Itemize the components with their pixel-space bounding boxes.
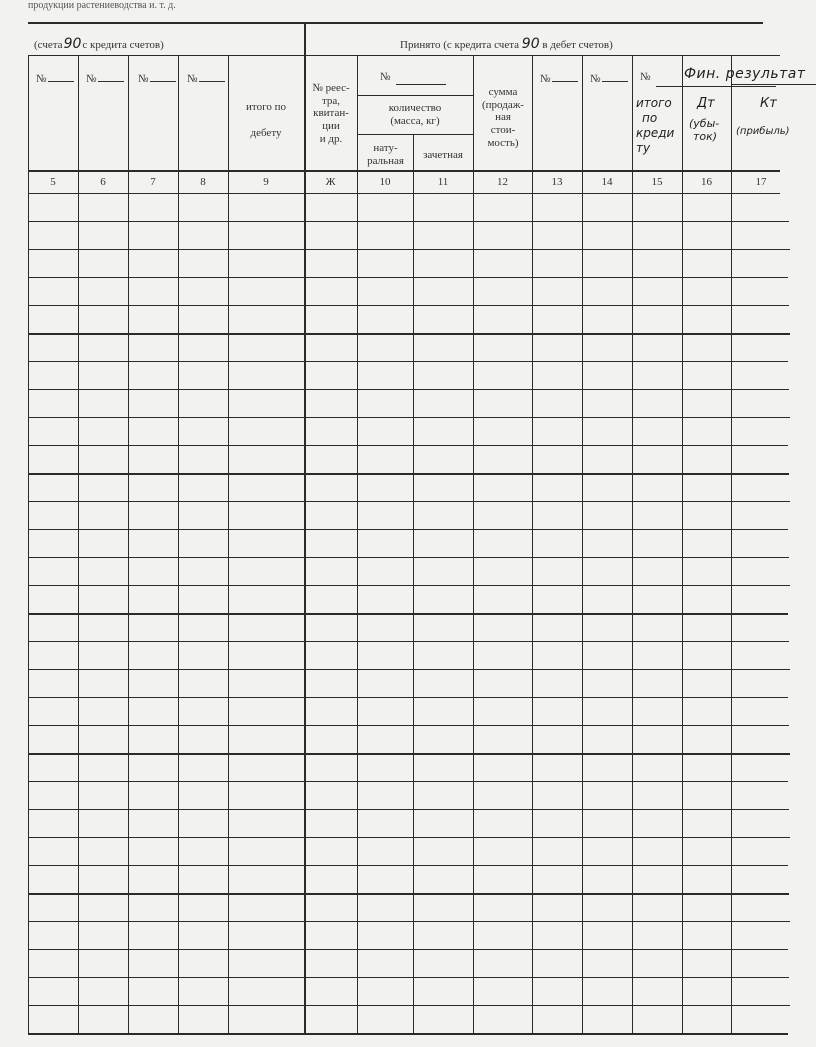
table-row-line [28,753,790,755]
sale-sum-line: мость) [487,136,519,149]
table-row-line [28,249,790,250]
registry-line: квитан- [313,107,349,120]
col-divider [682,55,683,1035]
left-group-header [34,36,164,52]
no-label: № [36,73,47,85]
registry-line: № реес- [312,82,350,94]
table-row-line [28,977,789,978]
col15-line: креди [636,126,675,140]
col-divider [228,55,229,1035]
col-number: 12 [497,176,508,188]
col8-no-header [187,71,225,86]
col-number: 6 [100,176,106,188]
table-row-line [28,445,788,446]
table-row-line [28,837,790,838]
quantity-unit: (масса, кг) [390,114,440,127]
col-divider [632,55,633,1035]
dt-handwritten: Дт [697,96,715,111]
no-blank [150,71,176,82]
col-divider [28,55,29,1035]
natural-line: нату- [373,142,398,154]
table-row-line [28,613,788,615]
right-group-header [400,36,613,52]
registry-line: и др. [319,132,343,145]
col-divider [532,55,533,1035]
quantity-sub-border [357,134,473,135]
col-divider [731,55,732,1035]
col15-no-header: № [640,71,651,83]
no-blank [98,71,124,82]
right-group-suffix: в дебет счетов) [542,39,613,51]
no-blank [199,71,225,82]
col-number: Ж [325,176,336,188]
no-blank [602,71,628,82]
col15-handwritten [636,96,674,156]
no-label: № [187,73,198,85]
fin-result-underline [732,84,816,85]
table-row-line [28,277,788,278]
dt-note-line: (убы- [689,117,720,130]
table-row-line [28,949,788,950]
dt-note-handwritten [689,117,719,143]
left-group-suffix: с кредита счетов) [82,39,164,51]
registry-line: ции [322,119,340,132]
table-row-line [28,389,789,390]
table-row-line [28,333,790,335]
registry-header [306,82,356,145]
no-blank [552,71,578,82]
table-row-line [28,669,790,670]
no-label: № [138,73,149,85]
col-number: 7 [150,176,156,188]
col15-line: итого [636,96,672,110]
dt-note-line: ток) [693,130,718,144]
col-number: 5 [50,176,56,188]
table-top-border [28,22,763,24]
col-number: 14 [601,176,613,188]
sale-sum-line: стои- [490,123,516,136]
quantity-label: количество [388,102,442,114]
kt-note-handwritten: (прибыль) [736,126,790,137]
table-row-line [28,725,789,726]
col-number: 16 [701,176,712,188]
left-group-prefix: (счета [34,39,63,51]
header-bottom-border [28,170,780,172]
credited-header: зачетная [423,149,463,161]
col15-no-blank [656,86,776,87]
no-blank-line [396,84,446,85]
table-row-line [28,781,788,782]
col-number: 10 [379,176,391,188]
quantity-no-header: № [380,71,391,83]
group-header-border [28,55,780,56]
table-row-line [28,865,788,866]
column-numbers-border [28,193,780,194]
kt-handwritten: Кт [760,96,777,111]
table-row-line [28,921,790,922]
table-row-line [28,361,788,362]
table-row-line [28,585,790,586]
col-number: 17 [755,176,767,188]
col13-no-header [540,71,578,86]
col-divider [78,55,79,1035]
right-group-prefix: Принято (с кредита счета [400,39,520,51]
col6-no-header [86,71,124,86]
sale-sum-header [474,86,532,149]
no-label: № [86,73,97,85]
table-row-line [28,221,789,222]
col-divider [473,55,474,1035]
table-row-line [28,641,789,642]
registry-line: тра, [321,94,341,107]
table-row-line [28,529,788,530]
table-row-line [28,473,789,475]
col14-no-header [590,71,628,86]
col-number: 9 [263,176,269,188]
col-divider [178,55,179,1035]
sale-sum-line: сумма [488,86,518,98]
sale-sum-line: ная [495,111,511,124]
table-row-line [28,1005,790,1006]
col-number: 8 [200,176,206,188]
col15-line: ту [636,141,651,155]
total-debit-header: итого по дебету [246,101,286,140]
quantity-top-border [357,95,473,96]
table-row-line [28,809,789,810]
left-group-account: 90 [63,36,82,52]
col-divider [357,55,358,1035]
table-row-line [28,1033,788,1035]
table-row-line [28,305,789,306]
col-number: 13 [551,176,563,188]
col7-no-header [138,71,176,86]
table-row-line [28,697,788,698]
fin-result-handwritten: Фин. результат [684,66,806,82]
table-row-line [28,557,789,558]
col-divider [582,55,583,1035]
no-label: № [590,73,601,85]
quantity-header [358,102,472,127]
sale-sum-line: (продаж- [482,98,524,111]
col5-no-header [36,71,74,86]
table-row-line [28,417,790,418]
no-label: № [540,73,551,85]
top-caption: продукции растениеводства и. т. д. [28,0,176,11]
right-group-account: 90 [521,36,540,52]
col-number: 11 [437,176,449,188]
col-number: 15 [651,176,663,188]
col15-line: по [642,111,658,125]
no-blank [48,71,74,82]
natural-line: ральная [367,154,404,167]
natural-header [358,142,413,167]
table-row-line [28,501,790,502]
table-row-line [28,893,789,895]
col-divider [128,55,129,1035]
